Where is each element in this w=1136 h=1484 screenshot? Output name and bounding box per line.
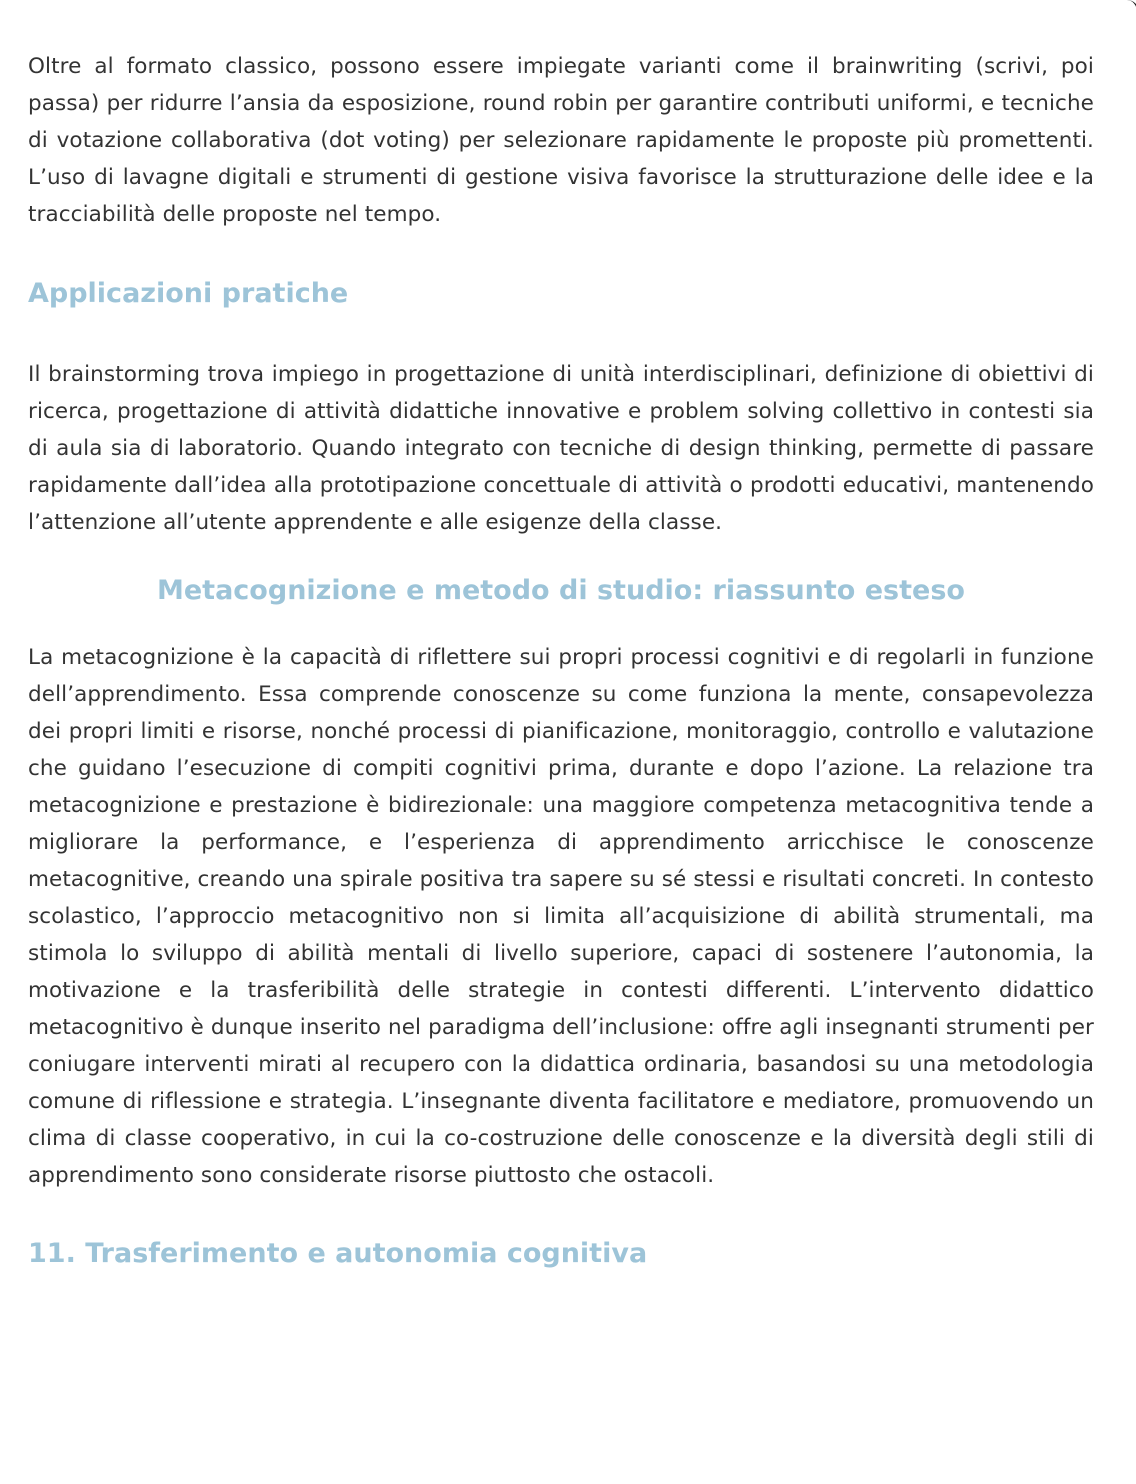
spacer	[28, 233, 1094, 276]
spacer	[28, 609, 1094, 639]
paragraph-metacognizione-summary: La metacognizione è la capacità di riflettere sui propri processi cognitivi e di regolarli in funzione dell’apprendimento. Essa comprende conoscenze su come funziona la mente, consapevolezza dei propri limiti e risorse, nonché processi di pianificazione, monitoraggio, controllo e valutazione che guidano l’esecuzione di compiti cognitivi prima, durante e dopo l’azione. La relazione tra metacognizione e prestazione è bidirezionale: una maggiore competenza metacognitiva tende a migliorare la performance, e l’esperienza di apprendimento arricchisce le conoscenze metacognitive, creando una spirale positiva tra sapere su sé stessi e risultati concreti. In contesto scolastico, l’approccio metacognitivo non si limita all’acquisizione di abilità strumentali, ma stimola lo sviluppo di abilità mentali di livello superiore, capaci di sostenere l’autonomia, la motivazione e la trasferibilità delle strategie in contesti differenti. L’intervento didattico metacognitivo è dunque inserito nel paradigma dell’inclusione: offre agli insegnanti strumenti per coniugare interventi mirati al recupero con la didattica ordinaria, basandosi su una metodologia comune di riflessione e strategia. L’insegnante diventa facilitatore e mediatore, promuovendo un clima di classe cooperativo, in cui la co-costruzione delle conoscenze e la diversità degli stili di apprendimento sono considerate risorse piuttosto che ostacoli.	[28, 645, 1094, 1188]
spacer	[28, 541, 1094, 573]
spacer	[28, 1194, 1094, 1236]
heading-trasferimento-autonomia: 11. Trasferimento e autonomia cognitiva	[28, 1238, 648, 1269]
heading-applicazioni-pratiche: Applicazioni pratiche	[28, 278, 349, 309]
window-edge	[1127, 0, 1136, 1484]
paragraph-brainstorming-applications: Il brainstorming trova impiego in progettazione di unità interdisciplinari, definizione di obiettivi di ricerca, progettazione di attività didattiche innovative e problem solving collettivo in contesti sia di aula sia di laboratorio. Quando integrato con tecniche di design thinking, permette di passare rapidamente dall’idea alla prototipazione concettuale di attività o prodotti educativi, mantenendo l’attenzione all’utente apprendente e alle esigenze della classe.	[28, 362, 1094, 535]
heading-metacognizione: Metacognizione e metodo di studio: riassunto esteso	[157, 575, 965, 606]
document-page	[28, 48, 1094, 1272]
spacer	[28, 312, 1094, 356]
paragraph-brainstorming-variants: Oltre al formato classico, possono essere impiegate varianti come il brainwriting (scrivi, poi passa) per ridurre l’ansia da esposizione, round robin per garantire contributi uniformi, e tecniche di votazione collaborativa (dot voting) per selezionare rapidamente le proposte più promettenti. L’uso di lavagne digitali e strumenti di gestione visiva favorisce la strutturazione delle idee e la tracciabilità delle proposte nel tempo.	[28, 54, 1094, 227]
